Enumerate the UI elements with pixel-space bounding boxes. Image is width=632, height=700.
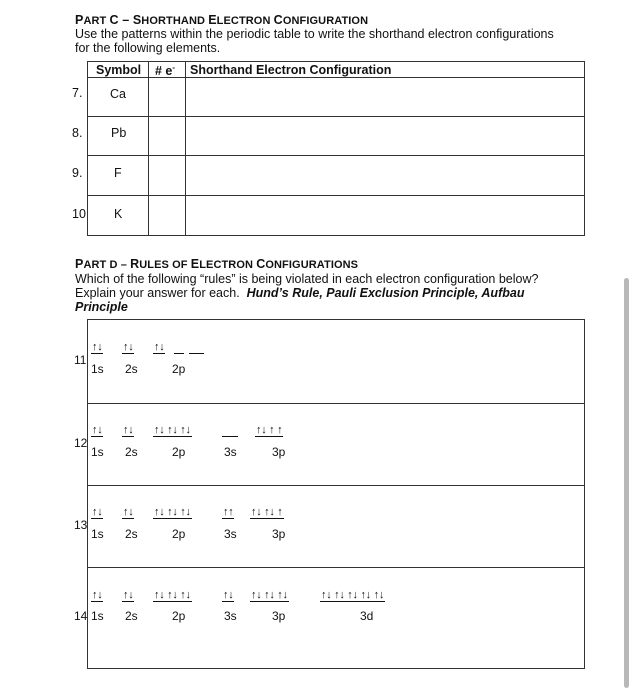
label-2s: 2s <box>125 609 138 623</box>
orbital-3d: ↑↓ ↑↓ ↑↓ ↑↓ ↑↓ <box>321 589 385 601</box>
cell-symbol-k: K <box>114 207 123 221</box>
orbital-3s: ↑↑ <box>223 506 234 518</box>
part-c-instructions-line2: for the following elements. <box>75 41 221 55</box>
cell-electrons-input[interactable] <box>153 126 183 152</box>
label-3s: 3s <box>224 527 237 541</box>
header-config: Shorthand Electron Configuration <box>190 63 392 77</box>
orbital-2s: ↑↓ <box>123 506 134 518</box>
row-number: 10 <box>72 207 86 221</box>
orbital-2p: ↑↓ ↑↓ ↑↓ <box>154 424 191 436</box>
column-divider <box>185 62 186 235</box>
part-c-title: PART C – SHORTHAND ELECTRON CONFIGURATION <box>75 13 369 27</box>
part-d-instructions-line1: Which of the following “rules” is being violated in each electron configuration below? <box>75 272 539 286</box>
orbital-3p: ↑↓ ↑↓ ↑ <box>251 506 283 518</box>
orbital-blank <box>174 341 184 354</box>
label-2p: 2p <box>172 527 186 541</box>
question-number: 13 <box>74 518 88 532</box>
cell-config-input[interactable] <box>190 166 580 192</box>
cell-config-input[interactable] <box>190 87 580 113</box>
part-d-instructions-line2: Explain your answer for each. Hund’s Rule, Pauli Exclusion Principle, Aufbau <box>75 286 525 300</box>
question-12-box[interactable] <box>87 403 585 486</box>
question-13-box[interactable] <box>87 485 585 568</box>
cell-electrons-input[interactable] <box>153 166 183 192</box>
label-3d: 3d <box>360 609 374 623</box>
orbital-2p: ↑↓ ↑↓ ↑↓ <box>154 506 191 518</box>
question-number: 12 <box>74 436 88 450</box>
orbital-2s: ↑↓ <box>123 341 134 353</box>
label-2p: 2p <box>172 609 186 623</box>
row-number: 7. <box>72 86 83 100</box>
orbital-3s: ↑↓ <box>223 589 234 601</box>
shorthand-config-table <box>87 61 585 236</box>
orbital-2p: ↑↓ <box>154 341 165 353</box>
cell-electrons-input[interactable] <box>153 207 183 233</box>
orbital-1s: ↑↓ <box>92 424 103 436</box>
label-1s: 1s <box>91 609 104 623</box>
cell-electrons-input[interactable] <box>153 87 183 113</box>
row-number: 8. <box>72 126 83 140</box>
orbital-3p: ↑↓ ↑ ↑ <box>256 424 283 436</box>
header-symbol: Symbol <box>96 63 142 77</box>
label-3p: 3p <box>272 445 286 459</box>
orbital-1s: ↑↓ <box>92 341 103 353</box>
part-d-title: PART D – RULES OF ELECTRON CONFIGURATIONS <box>75 257 359 271</box>
part-c-instructions-line1: Use the patterns within the periodic table to write the shorthand electron configurations <box>75 27 554 41</box>
cell-config-input[interactable] <box>190 207 580 233</box>
label-1s: 1s <box>91 527 104 541</box>
label-2s: 2s <box>125 527 138 541</box>
label-2s: 2s <box>125 362 138 376</box>
question-14-box[interactable] <box>87 567 585 669</box>
label-2p: 2p <box>172 445 186 459</box>
orbital-2s: ↑↓ <box>123 589 134 601</box>
header-electrons: # e- <box>155 63 176 79</box>
row-divider <box>88 116 584 117</box>
orbital-blank <box>189 341 204 354</box>
cell-symbol-pb: Pb <box>111 126 127 140</box>
label-3s: 3s <box>224 445 237 459</box>
row-number: 9. <box>72 166 83 180</box>
question-number: 11 <box>74 353 87 367</box>
cell-symbol-f: F <box>114 166 122 180</box>
cell-config-input[interactable] <box>190 126 580 152</box>
orbital-1s: ↑↓ <box>92 589 103 601</box>
vertical-scrollbar[interactable] <box>624 278 629 688</box>
label-2p: 2p <box>172 362 186 376</box>
label-3p: 3p <box>272 609 286 623</box>
question-11-box[interactable] <box>87 319 585 404</box>
label-1s: 1s <box>91 445 104 459</box>
orbital-blank-3s <box>222 424 238 437</box>
part-d-rules-line2: Principle <box>75 300 128 314</box>
label-1s: 1s <box>91 362 104 376</box>
orbital-3p: ↑↓ ↑↓ ↑↓ <box>251 589 288 601</box>
row-divider <box>88 195 584 196</box>
question-number: 14 <box>74 609 88 623</box>
label-3p: 3p <box>272 527 286 541</box>
label-3s: 3s <box>224 609 237 623</box>
orbital-1s: ↑↓ <box>92 506 103 518</box>
orbital-2p: ↑↓ ↑↓ ↑↓ <box>154 589 191 601</box>
cell-symbol-ca: Ca <box>110 87 126 101</box>
row-divider <box>88 155 584 156</box>
column-divider <box>148 62 149 235</box>
orbital-2s: ↑↓ <box>123 424 134 436</box>
label-2s: 2s <box>125 445 138 459</box>
